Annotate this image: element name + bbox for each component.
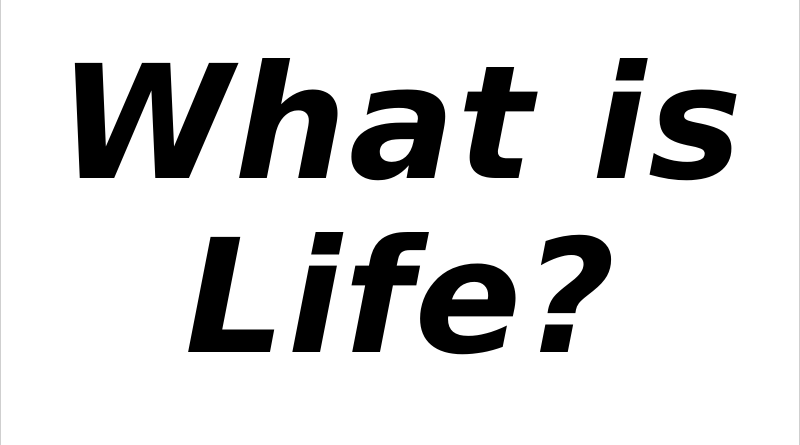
page-title: [1, 32, 800, 390]
title-line-2: Life?: [184, 206, 618, 390]
title-line-1: What is: [57, 32, 745, 216]
